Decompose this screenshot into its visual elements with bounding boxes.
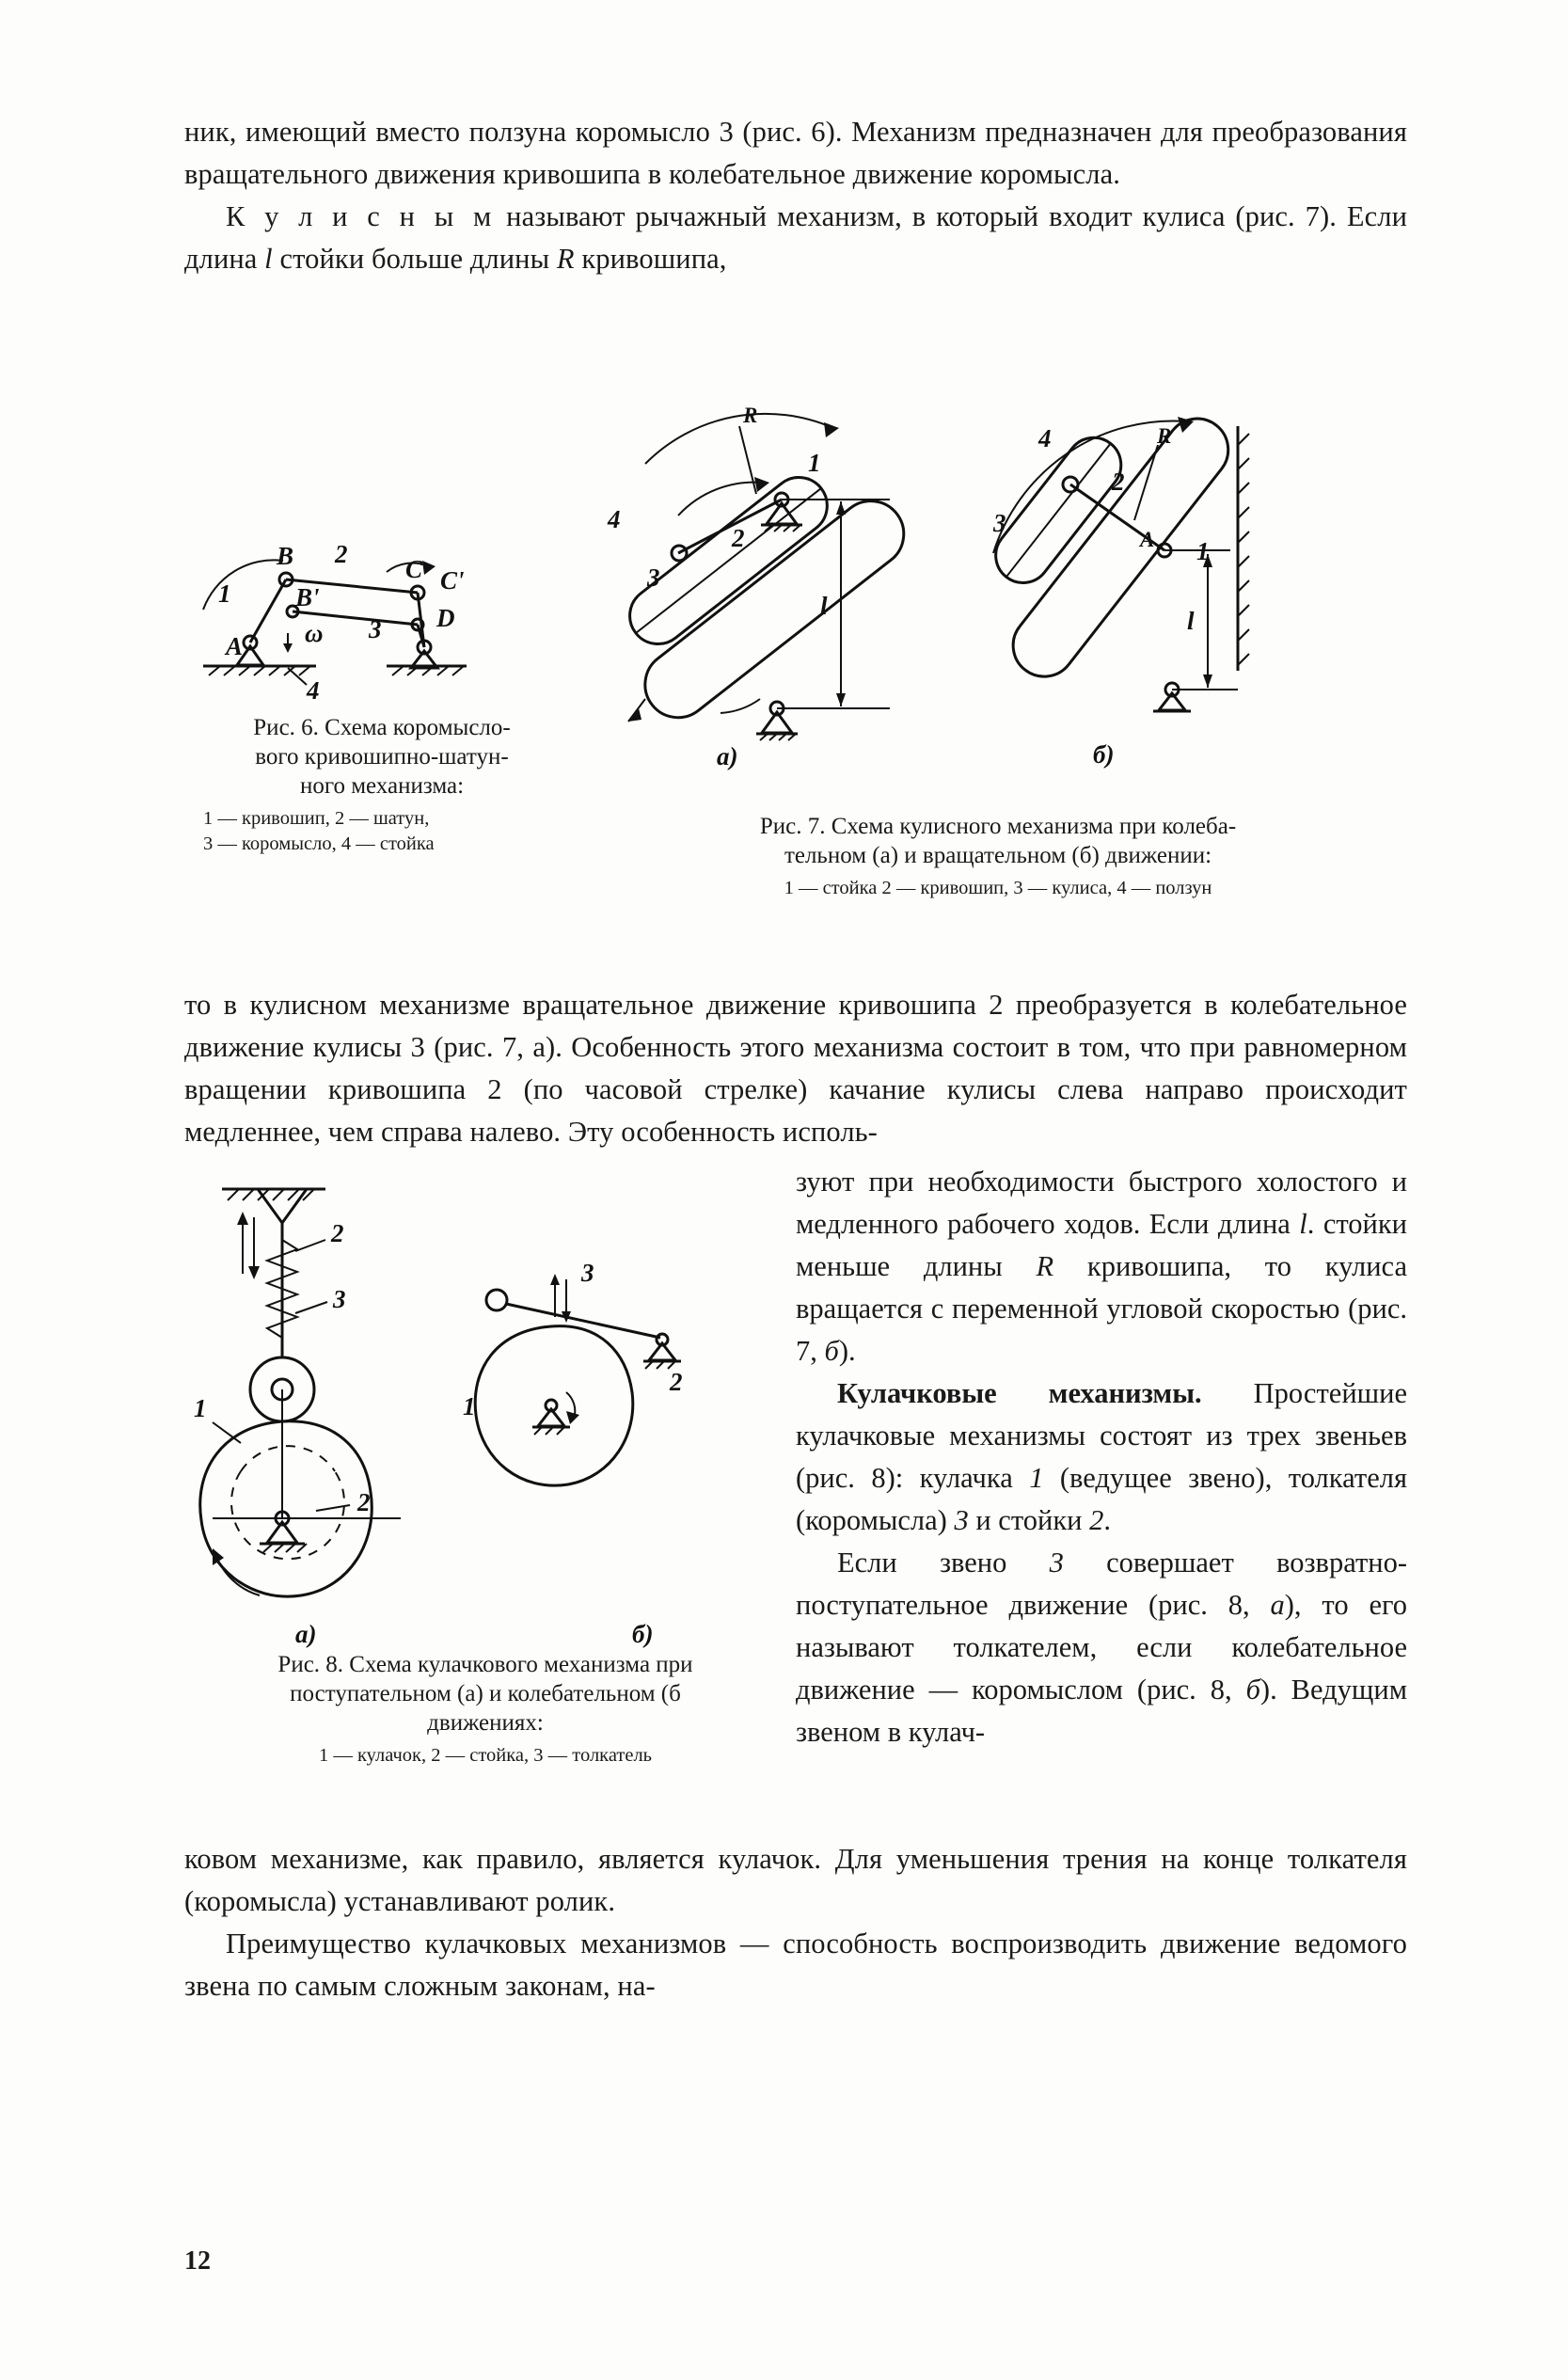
svg-text:1: 1 xyxy=(463,1392,476,1420)
svg-text:B: B xyxy=(277,544,294,570)
svg-text:3: 3 xyxy=(333,1285,346,1313)
svg-text:2: 2 xyxy=(331,1219,344,1247)
svg-text:C: C xyxy=(405,555,423,583)
svg-text:C': C' xyxy=(440,566,465,595)
svg-text:1: 1 xyxy=(1196,537,1210,565)
svg-text:l: l xyxy=(820,592,828,620)
svg-text:4: 4 xyxy=(307,676,320,705)
svg-text:3: 3 xyxy=(647,563,660,592)
paragraph-7: ковом механизме, как правило, является кулачок. Для уменьшения трения на конце толкателя (коромысла) устанавливают ролик. xyxy=(184,1843,1407,1917)
paragraph-4: зуют при необходимости быстрого холостого и медленного рабочего ходов. Если длина l. стойки меньше длины R кривошипа, то кулиса вращается с переменной угловой скоростью (рис. 7, б). xyxy=(796,1166,1408,1367)
figure-7-caption-line1: Рис. 7. Схема кулисного механизма при колеба- xyxy=(759,814,1237,839)
svg-text:l: l xyxy=(1187,607,1195,635)
figure-8-caption xyxy=(184,1650,786,1737)
right-text-column xyxy=(796,1161,1407,1753)
svg-text:1: 1 xyxy=(218,579,231,608)
figure-8-caption-line2: поступательном (а) и колебательном (б xyxy=(290,1681,681,1706)
svg-text:ω: ω xyxy=(305,619,324,647)
paragraph-1: ник, имеющий вместо ползуна коромысло 3 (рис. 6). Механизм предназначен для преобразования вращательного движения кривошипа в колебательное движение коромысла. xyxy=(184,116,1407,190)
svg-text:4: 4 xyxy=(608,505,621,533)
svg-text:2: 2 xyxy=(357,1488,371,1516)
paragraph-3: то в кулисном механизме вращательное движение кривошипа 2 преобразуется в колебательное движение кулисы 3 (рис. 7, а). Особенность этого механизма состоит в том, что при равномерном вращении кривошипа 2 (по часовой стрелке) качание кулисы слева направо происходит медленнее, чем справа налево. Эту особенность исполь- xyxy=(184,989,1407,1148)
figure-8 xyxy=(184,1161,786,1769)
figure-8-drawing xyxy=(184,1161,786,1688)
paragraph-5-heading: Кулачковые механизмы. xyxy=(837,1377,1202,1409)
svg-text:1: 1 xyxy=(194,1394,207,1422)
figure-7 xyxy=(589,389,1407,901)
svg-text:B': B' xyxy=(295,583,320,611)
paragraph-8: Преимущество кулачковых механизмов — способность воспроизводить движение ведомого звена по самым сложным законам, на- xyxy=(184,1928,1407,2002)
figure-8-legend: 1 — кулачок, 2 — стойка, 3 — толкатель xyxy=(318,1745,653,1766)
svg-text:D: D xyxy=(436,604,455,632)
paragraph-2 xyxy=(184,196,1407,280)
figure-6-legend-line2: 3 — коромысло, 4 — стойка xyxy=(203,833,435,854)
figure-6-caption-line3: ного механизма: xyxy=(299,773,465,799)
svg-text:2: 2 xyxy=(732,524,745,552)
figure-6-legend-line1: 1 — кривошип, 2 — шатун, xyxy=(203,808,430,829)
svg-text:A: A xyxy=(1140,528,1155,551)
figure-6-caption-line2: вого кривошипно-шатун- xyxy=(255,744,509,770)
svg-text:R: R xyxy=(1157,424,1172,448)
figure-6-caption xyxy=(194,713,570,801)
svg-text:2: 2 xyxy=(670,1368,683,1396)
svg-text:1: 1 xyxy=(808,449,821,477)
svg-text:б): б) xyxy=(1093,740,1115,769)
paragraph-2-lead: К у л и с н ы м xyxy=(226,200,497,232)
figure-7-caption xyxy=(589,812,1407,870)
figure-8-caption-line3: движениях: xyxy=(427,1710,544,1736)
figure-6-legend xyxy=(194,806,570,857)
figure-6-caption-line1: Рис. 6. Схема коромысло- xyxy=(253,715,511,740)
svg-text:4: 4 xyxy=(1038,424,1052,452)
paragraph-2-body: называют рычажный механизм, в который входит кулиса (рис. 7). Если длина l стойки больше длины R кривошипа, xyxy=(184,200,1407,275)
page-content xyxy=(184,111,1407,2007)
svg-text:3: 3 xyxy=(993,509,1006,537)
svg-text:2: 2 xyxy=(1112,468,1125,496)
figure-7-caption-line2: тельном (а) и вращательном (б) движении: xyxy=(784,843,1212,868)
figure-6 xyxy=(194,544,570,857)
svg-text:3: 3 xyxy=(369,615,382,643)
paragraph-5: Кулачковые механизмы. Простейшие кулачковые механизмы состоят из трех звеньев (рис. 8): кулачка 1 (ведущее звено), толкателя (коромысла) 3 и стойки 2. xyxy=(796,1377,1408,1536)
svg-text:б): б) xyxy=(632,1620,654,1648)
figure-7-legend: 1 — стойка 2 — кривошип, 3 — кулиса, 4 — ползун xyxy=(784,878,1212,898)
svg-text:3: 3 xyxy=(581,1259,594,1287)
figure-7-drawing xyxy=(589,389,1407,812)
svg-text:2: 2 xyxy=(335,544,348,568)
paragraph-6: Если звено 3 совершает возвратно-поступательное движение (рис. 8, а), то его называют толкателем, если колебательное движение — коромыслом (рис. 8, б). Ведущим звеном в кулач- xyxy=(796,1547,1408,1748)
page-number: 12 xyxy=(184,2246,211,2276)
figure-6-drawing xyxy=(194,544,570,713)
svg-text:R: R xyxy=(743,404,758,427)
svg-text:а): а) xyxy=(717,742,738,770)
figure-area-top xyxy=(184,290,1407,967)
svg-text:а): а) xyxy=(295,1620,317,1648)
svg-text:A: A xyxy=(226,632,244,660)
figure-8-caption-line1: Рис. 8. Схема кулачкового механизма при xyxy=(277,1652,693,1677)
figure-area-middle xyxy=(184,1161,1407,1838)
